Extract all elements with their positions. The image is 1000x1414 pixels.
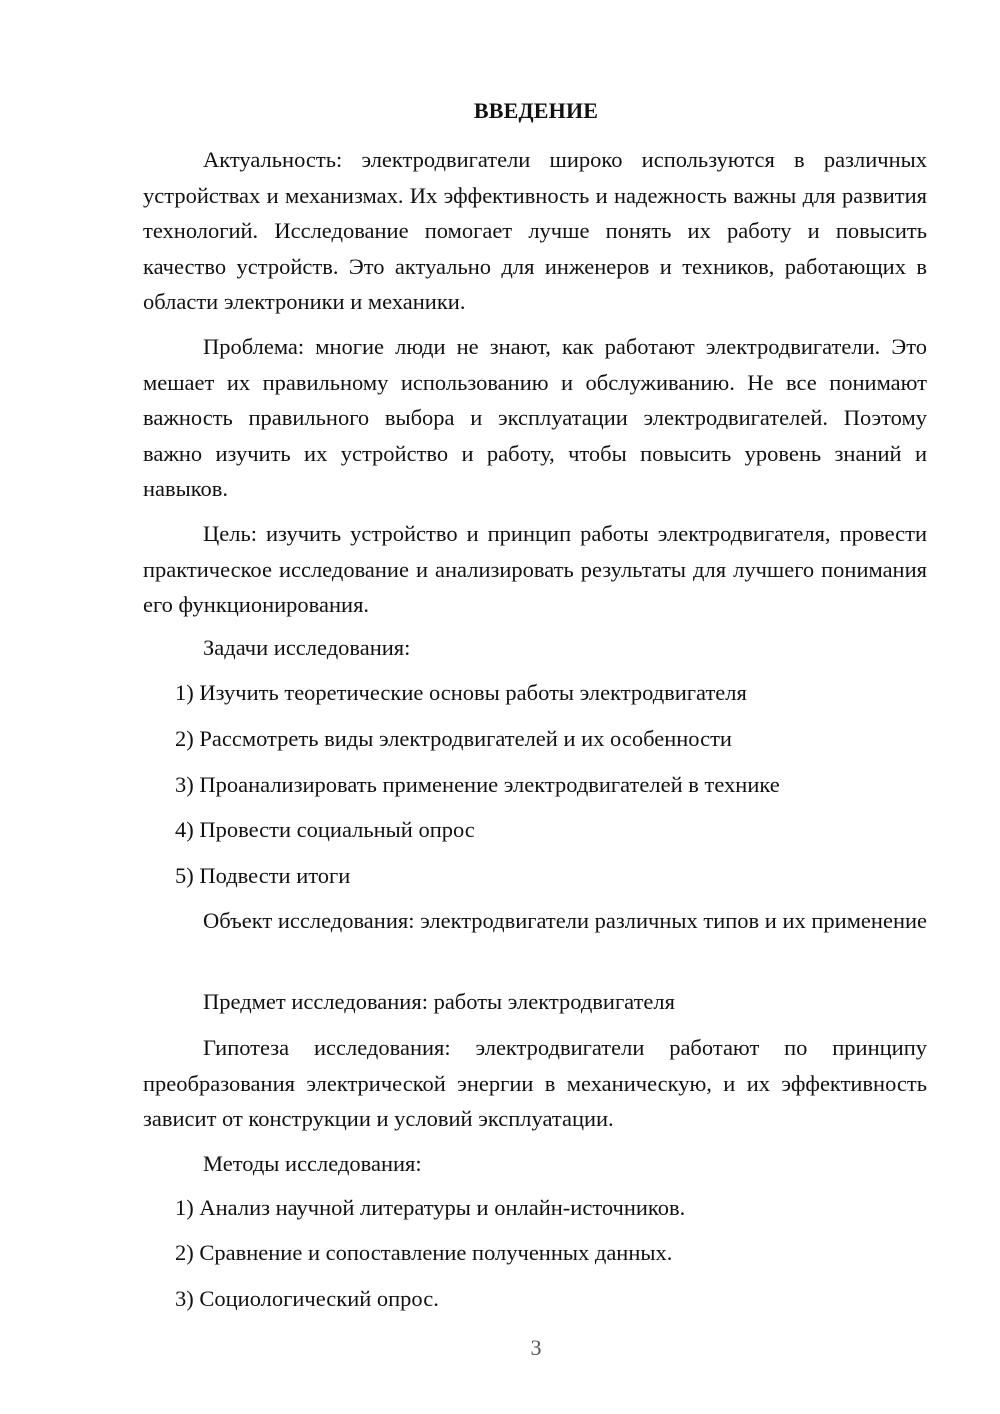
paragraph-subject: Предмет исследования: работы электродвигателя	[203, 989, 675, 1014]
method-item-3: 3) Социологический опрос.	[175, 1286, 439, 1311]
method-item-1: 1) Анализ научной литературы и онлайн-источников.	[175, 1195, 686, 1220]
task-item-2: 2) Рассмотреть виды электродвигателей и их особенности	[175, 726, 732, 751]
page-number: 3	[530, 1335, 542, 1360]
method-item-2: 2) Сравнение и сопоставление полученных данных.	[175, 1240, 673, 1265]
task-item-3: 3) Проанализировать применение электродвигателей в технике	[175, 772, 780, 797]
paragraph-hypothesis: Гипотеза исследования: электродвигатели работают по принципу преобразования электрической энергии в механическую, и их эффективность зависит от конструкции и условий эксплуатации.	[143, 1035, 927, 1131]
paragraph-problem: Проблема: многие люди не знают, как работают электродвигатели. Это мешает их правильному использованию и обслуживанию. Не все понимают важность правильного выбора и эксплуатации электродвигателей. Поэтому важно изучить их устройство и работу, чтобы повысить уровень знаний и навыков.	[143, 334, 927, 501]
paragraph-goal: Цель: изучить устройство и принцип работы электродвигателя, провести практическое исследование и анализировать результаты для лучшего понимания его функционирования.	[143, 521, 927, 617]
tasks-title: Задачи исследования:	[203, 635, 411, 660]
task-item-1: 1) Изучить теоретические основы работы электродвигателя	[175, 680, 747, 705]
methods-title: Методы исследования:	[203, 1151, 422, 1176]
paragraph-relevance: Актуальность: электродвигатели широко используются в различных устройствах и механизмах. Их эффективность и надежность важны для развития технологий. Исследование помогает лучше понять их работу и повысить качество устройств. Это актуально для инженеров и техников, работающих в области электроники и механики.	[143, 147, 927, 314]
paragraph-object: Объект исследования: электродвигатели различных типов и их применение	[203, 908, 928, 933]
task-item-5: 5) Подвести итоги	[175, 863, 351, 888]
task-item-4: 4) Провести социальный опрос	[175, 817, 475, 842]
section-heading: ВВЕДЕНИЕ	[473, 98, 599, 123]
